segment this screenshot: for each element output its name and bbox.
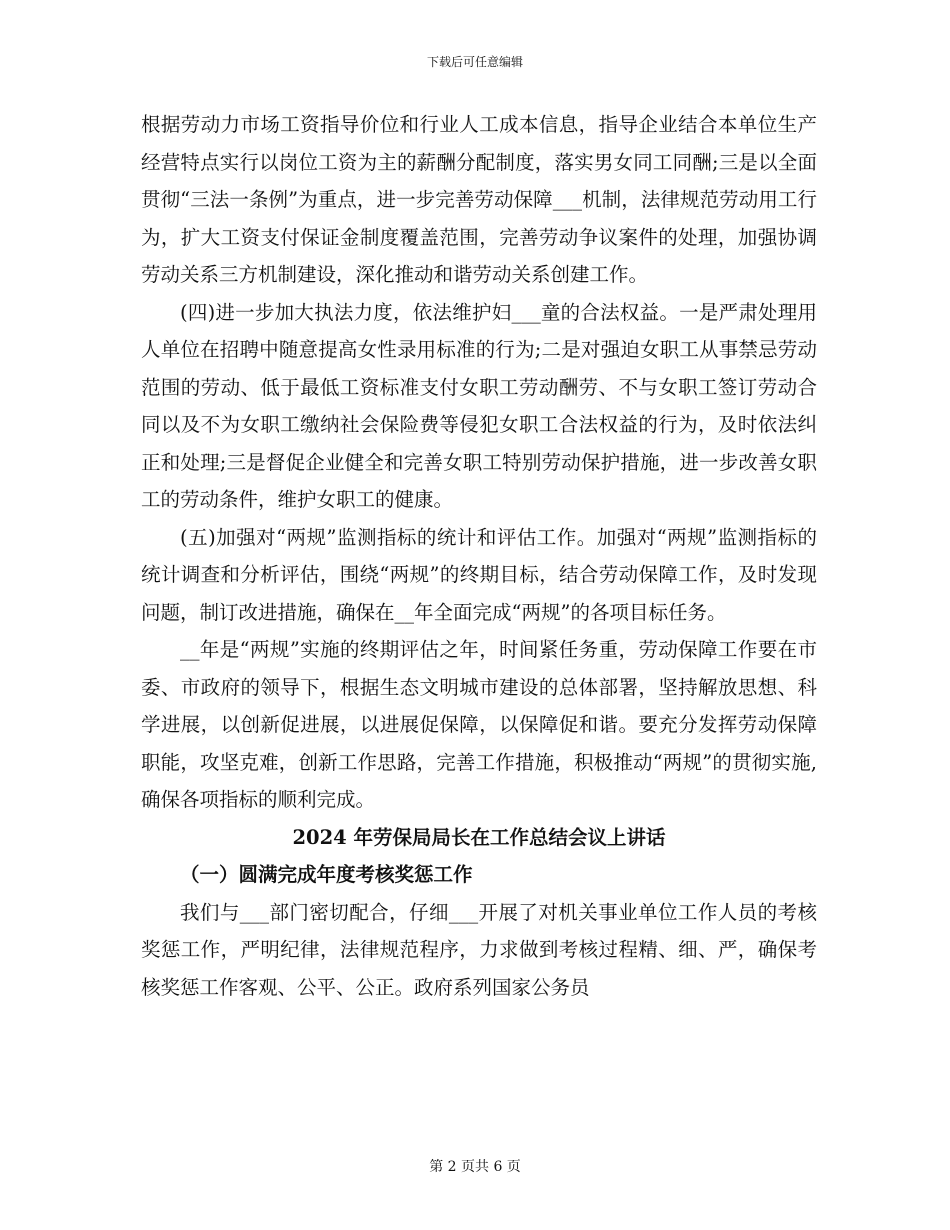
paragraph-women-rights: (四)进一步加大执法力度，依法维护妇___童的合法权益。一是严肃处理用人单位在招聘中随意提高女性录用标准的行为;二是对强迫女职工从事禁忌劳动范围的劳动、低于最低工资标准支付女职工劳动酬劳、不与女职工签订劳动合同以及不为女职工缴纳社会保险费等侵犯女职工合法权益的行为，及时依法纠正和处理;三是督促企业健全和完善女职工特别劳动保护措施，进一步改善女职工的劳动条件，维护女职工的健康。 bbox=[141, 300, 817, 511]
page-footer: 第 2 页共 6 页 bbox=[429, 1159, 521, 1175]
paragraph-monitoring: (五)加强对“两规”监测指标的统计和评估工作。加强对“两规”监测指标的统计调查和分析评估，围绕“两规”的终期目标，结合劳动保障工作，及时发现问题，制订改进措施，确保在__年全面完成“两规”的各项目标任务。 bbox=[141, 525, 817, 624]
paragraph-labor-relations: 根据劳动力市场工资指导价位和行业人工成本信息，指导企业结合本单位生产经营特点实行以岗位工资为主的薪酬分配制度，落实男女同工同酬;三是以全面贯彻“三法一条例”为重点，进一步完善劳动保障___机制，法律规范劳动用工行为，扩大工资支付保证金制度覆盖范围，完善劳动争议案件的处理，加强协调劳动关系三方机制建设，深化推动和谐劳动关系创建工作。 bbox=[141, 113, 817, 286]
paragraph-assessment: 我们与___部门密切配合，仔细___开展了对机关事业单位工作人员的考核奖惩工作，严明纪律，法律规范程序，力求做到考核过程精、细、严，确保考核奖惩工作客观、公平、公正。政府系列国家公务员 bbox=[141, 900, 817, 999]
section-title: 2024 年劳保局局长在工作总结会议上讲话 bbox=[292, 825, 666, 849]
section-subheading: （一）圆满完成年度考核奖惩工作 bbox=[180, 863, 473, 886]
paragraph-summary: __年是“两规”实施的终期评估之年，时间紧任务重，劳动保障工作要在市委、市政府的领导下，根据生态文明城市建设的总体部署，坚持解放思想、科学进展，以创新促进展，以进展促保障，以保障促和谐。要充分发挥劳动保障职能，攻坚克难，创新工作思路，完善工作措施，积极推动“两规”的贯彻实施,确保各项指标的顺利完成。 bbox=[141, 638, 817, 811]
page-header: 下载后可任意编辑 bbox=[426, 55, 523, 69]
document-body bbox=[141, 106, 817, 1006]
